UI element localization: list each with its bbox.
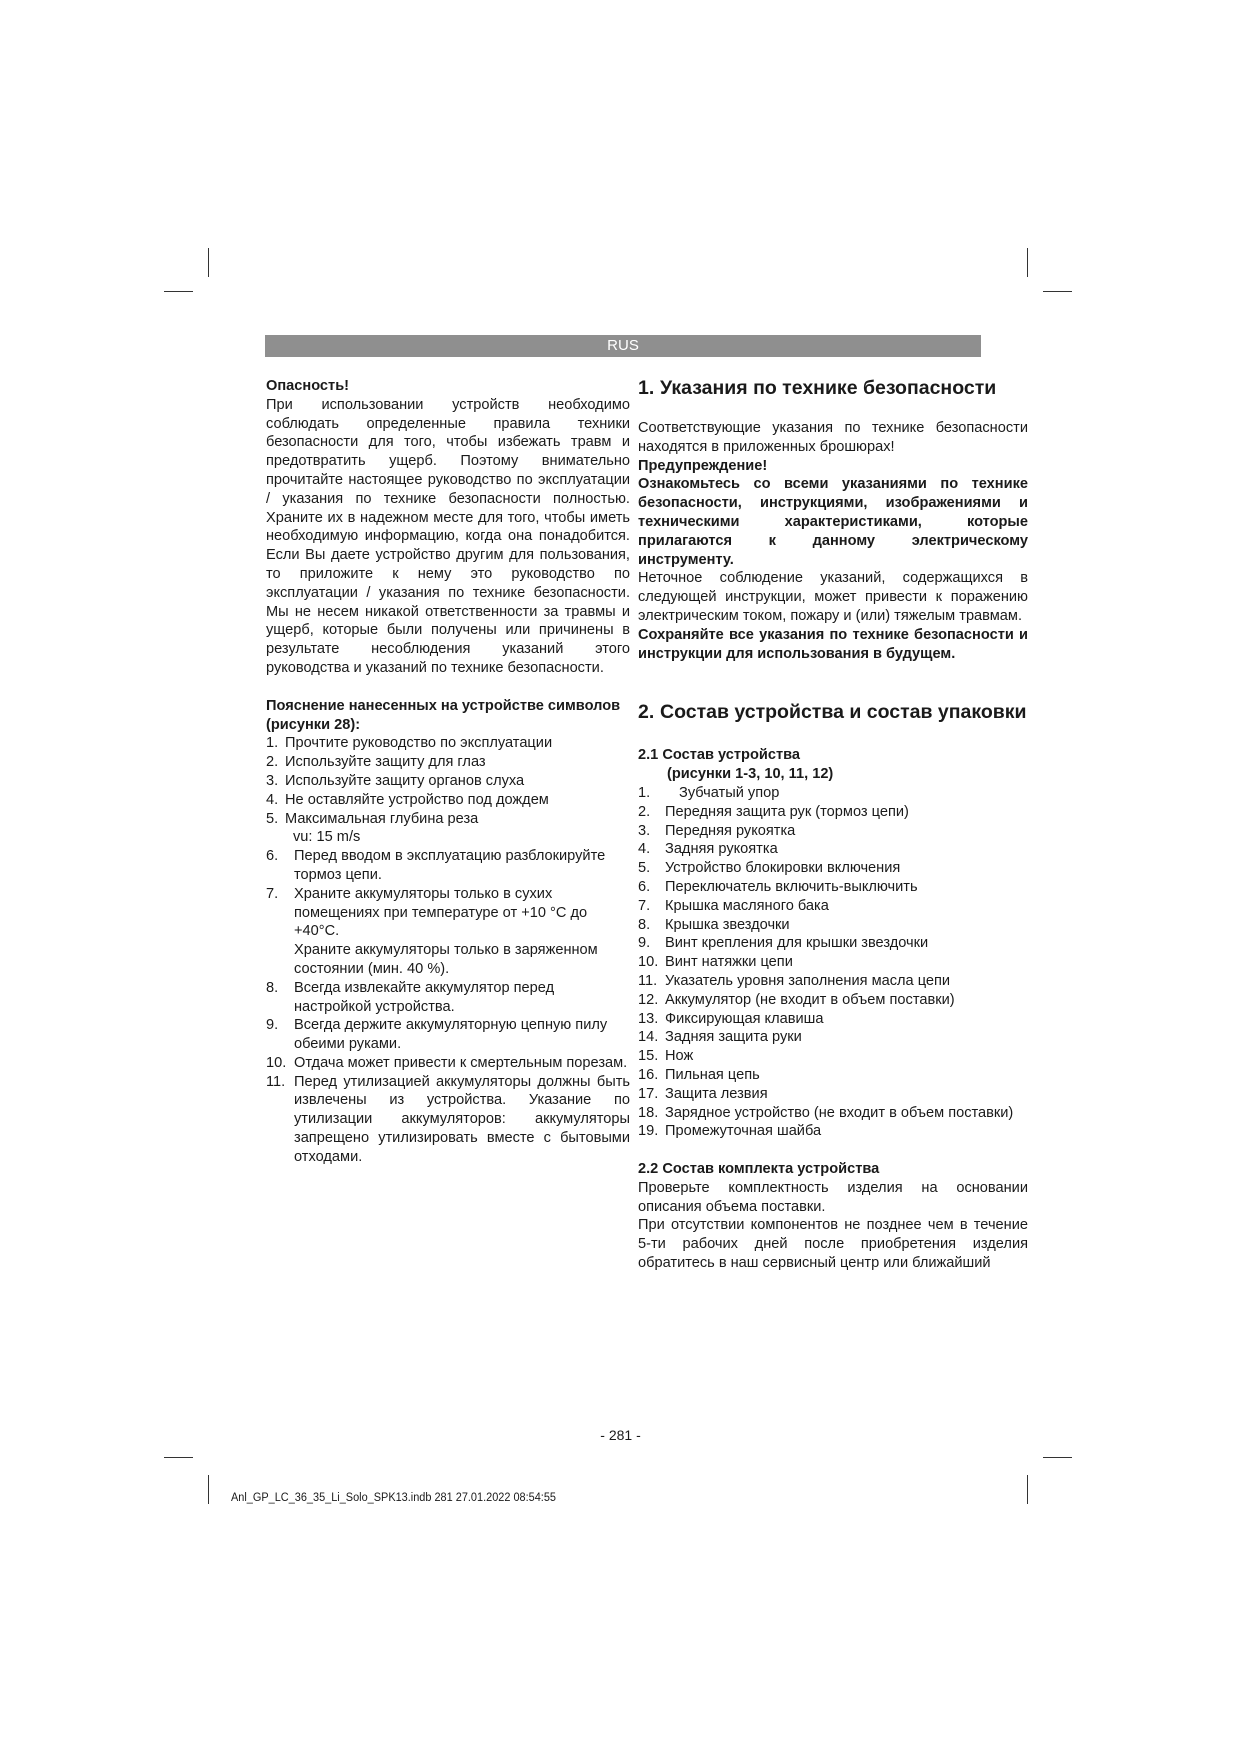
crop-mark bbox=[164, 291, 193, 292]
page-number: - 281 - bbox=[600, 1427, 641, 1443]
list-item: 10. Винт натяжки цепи bbox=[638, 954, 793, 971]
list-item: 13. Фиксирующая клавиша bbox=[638, 1010, 824, 1027]
list-item: 9. Всегда держите аккумуляторную цепную пилу обеими руками. bbox=[266, 1017, 608, 1053]
list-item: 11. Указатель уровня заполнения масла цепи bbox=[638, 972, 951, 989]
crop-mark bbox=[1027, 1475, 1028, 1504]
list-item: 5. Устройство блокировки включения bbox=[638, 860, 901, 877]
list-item: 15. Нож bbox=[638, 1048, 694, 1065]
list-item: 10. Отдача может привести к смертельным порезам. bbox=[266, 1054, 628, 1071]
section-2-2-heading: 2.2 Состав комплекта устройства bbox=[638, 1161, 880, 1178]
list-item: 1. Прочтите руководство по эксплуатации bbox=[266, 735, 553, 752]
crop-mark bbox=[1043, 1457, 1072, 1458]
crop-mark bbox=[208, 1475, 209, 1504]
warning-title: Предупреждение! bbox=[638, 457, 768, 474]
list-item: 11. Перед утилизацией аккумуляторы должны быть извлечены из устройства. Указание по утилизации аккумуляторов: аккумуляторы запрещено утилизировать вместе с бытовыми отходами. bbox=[266, 1073, 630, 1165]
warning-bold-text-2: Сохраняйте все указания по технике безопасности и инструкции для использования в будущем. bbox=[638, 626, 1028, 662]
print-file-info: Anl_GP_LC_36_35_Li_Solo_SPK13.indb 281 27.01.2022 08:54:55 bbox=[231, 1492, 556, 1504]
section-1-heading: 1. Указания по технике безопасности bbox=[638, 377, 997, 399]
list-item: 3. Используйте защиту органов слуха bbox=[266, 772, 525, 789]
list-item: 16. Пильная цепь bbox=[638, 1066, 760, 1083]
list-item: 17. Защита лезвия bbox=[638, 1085, 768, 1102]
language-label: RUS bbox=[607, 337, 639, 354]
list-item: 12. Аккумулятор (не входит в объем поставки) bbox=[638, 991, 955, 1008]
list-item: 6. Перед вводом в эксплуатацию разблокируйте тормоз цепи. bbox=[266, 848, 606, 883]
list-item: 5. Максимальная глубина реза vu: 15 m/s bbox=[266, 810, 479, 846]
section-2-1-heading: 2.1 Состав устройства (рисунки 1-3, 10, 11, 12) bbox=[638, 747, 834, 783]
section-2-heading: 2. Состав устройства и состав упаковки bbox=[638, 701, 1027, 724]
section-2-2-text-1: Проверьте комплектность изделия на основании описания объема поставки. bbox=[638, 1179, 1028, 1215]
language-header-bar bbox=[265, 335, 981, 357]
left-column bbox=[266, 377, 630, 1167]
crop-mark bbox=[208, 248, 209, 277]
symbols-list bbox=[266, 734, 630, 1166]
warning-text: Неточное соблюдение указаний, содержащихся в следующей инструкции, может привести к поражению электрическим током, пожару и (или) тяжелым травмам. bbox=[638, 570, 1028, 624]
list-item: 18. Зарядное устройство (не входит в объем поставки) bbox=[638, 1104, 1014, 1121]
list-item: 8. Всегда извлекайте аккумулятор перед настройкой устройства. bbox=[266, 979, 555, 1015]
list-item: 8. Крышка звездочки bbox=[638, 916, 790, 933]
warning-bold-text: Ознакомьтесь со всеми указаниями по технике безопасности, инструкциями, изображениями и техническими характеристиками, которые прилагаются к данному электрическому инструменту. bbox=[638, 476, 1028, 568]
list-item: 4. Задняя рукоятка bbox=[638, 841, 778, 858]
list-item: 2. Передняя защита рук (тормоз цепи) bbox=[638, 803, 909, 820]
list-item: 19. Промежуточная шайба bbox=[638, 1123, 822, 1140]
list-item: 1. Зубчатый упор bbox=[638, 784, 780, 801]
components-list bbox=[638, 784, 1028, 1141]
list-item: 3. Передняя рукоятка bbox=[638, 822, 796, 839]
symbols-title: Пояснение нанесенных на устройстве символов (рисунки 28): bbox=[266, 697, 621, 733]
list-item: 9. Винт крепления для крышки звездочки bbox=[638, 935, 929, 952]
section-2-2-text-2: При отсутствии компонентов не позднее чем в течение 5-ти рабочих дней после приобретения изделия обратитесь в наш сервисный центр или ближайший bbox=[638, 1217, 1028, 1272]
danger-title: Опасность! bbox=[266, 378, 350, 394]
list-item: 4. Не оставляйте устройство под дождем bbox=[266, 791, 549, 808]
danger-text: При использовании устройств необходимо соблюдать определенные правила техники безопасности для того, чтобы избежать травм и предотвратить ущерб. Поэтому внимательно прочитайте настоящее руководство по эксплуатации / указания по технике безопасности полностью. Храните их в надежном месте для того, чтобы иметь необходимую информацию, когда она понадобится. Если Вы даете устройство другим для пользования, то приложите к нему это руководство по эксплуатации / указания по технике безопасности. Мы не несем никакой ответственности за травмы и ущерб, которые были получены или причинены в результате несоблюдения указаний этого руководства и указаний по технике безопасности. bbox=[266, 396, 630, 676]
crop-mark bbox=[1027, 248, 1028, 277]
section-1-text: Соответствующие указания по технике безопасности находятся в приложенных брошюрах! bbox=[638, 420, 1028, 455]
crop-mark bbox=[1043, 291, 1072, 292]
list-item: 6. Переключатель включить-выключить bbox=[638, 878, 918, 895]
list-item: 7. Храните аккумуляторы только в сухих помещениях при температуре от +10 °C до +40°C. Храните аккумуляторы только в заряженном состоянии (мин. 40 %). bbox=[266, 885, 598, 977]
list-item: 2. Используйте защиту для глаз bbox=[266, 754, 486, 771]
crop-mark bbox=[164, 1457, 193, 1458]
list-item: 7. Крышка масляного бака bbox=[638, 897, 829, 914]
right-column bbox=[638, 377, 1028, 1273]
list-item: 14. Задняя защита руки bbox=[638, 1029, 802, 1046]
